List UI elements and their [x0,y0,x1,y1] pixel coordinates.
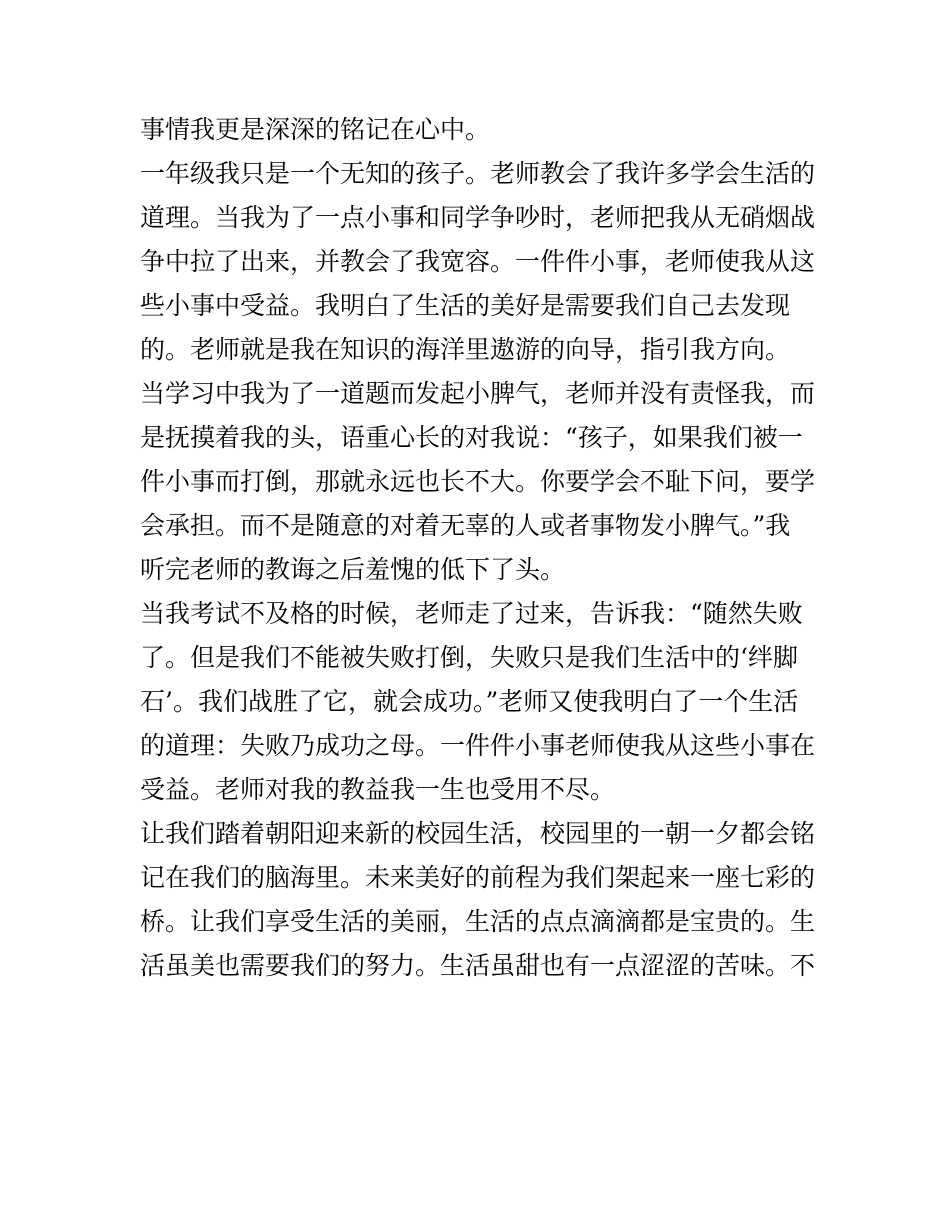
text-line: 些小事中受益。我明白了生活的美好是需要我们自己去发现 [140,291,791,320]
text-line: 当我考试不及格的时候，老师走了过来，告诉我：“随然失败 [140,599,803,628]
body-text [140,108,820,988]
text-line: 石’。我们战胜了它，就会成功。”老师又使我明白了一个生活 [140,687,799,716]
text-line: 了。但是我们不能被失败打倒，失败只是我们生活中的‘绊脚 [140,643,798,672]
text-line: 会承担。而不是随意的对着无辜的人或者事物发小脾气。”我 [140,511,791,540]
text-line: 桥。让我们享受生活的美丽，生活的点点滴滴都是宝贵的。生 [140,907,816,936]
text-line: 件小事而打倒，那就永远也长不大。你要学会不耻下问，要学 [140,467,816,496]
text-line: 一年级我只是一个无知的孩子。老师教会了我许多学会生活的 [140,159,816,188]
text-line: 活虽美也需要我们的努力。生活虽甜也有一点涩涩的苦味。不 [140,951,816,980]
text-line: 听完老师的教诲之后羞愧的低下了头。 [140,555,566,584]
text-line: 让我们踏着朝阳迎来新的校园生活，校园里的一朝一夕都会铭 [140,819,816,848]
text-line: 记在我们的脑海里。未来美好的前程为我们架起来一座七彩的 [140,863,816,892]
text-line: 事情我更是深深的铭记在心中。 [140,115,491,144]
text-line: 当学习中我为了一道题而发起小脾气，老师并没有责怪我，而 [140,379,816,408]
text-line: 道理。当我为了一点小事和同学争吵时，老师把我从无硝烟战 [140,203,816,232]
text-line: 争中拉了出来，并教会了我宽容。一件件小事，老师使我从这 [140,247,816,276]
text-line: 的道理：失败乃成功之母。一件件小事老师使我从这些小事在 [140,731,816,760]
text-line: 是抚摸着我的头，语重心长的对我说：“孩子，如果我们被一 [140,423,803,452]
text-line: 受益。老师对我的教益我一生也受用不尽。 [140,775,616,804]
text-line: 的。老师就是我在知识的海洋里遨游的向导，指引我方向。 [140,335,791,364]
